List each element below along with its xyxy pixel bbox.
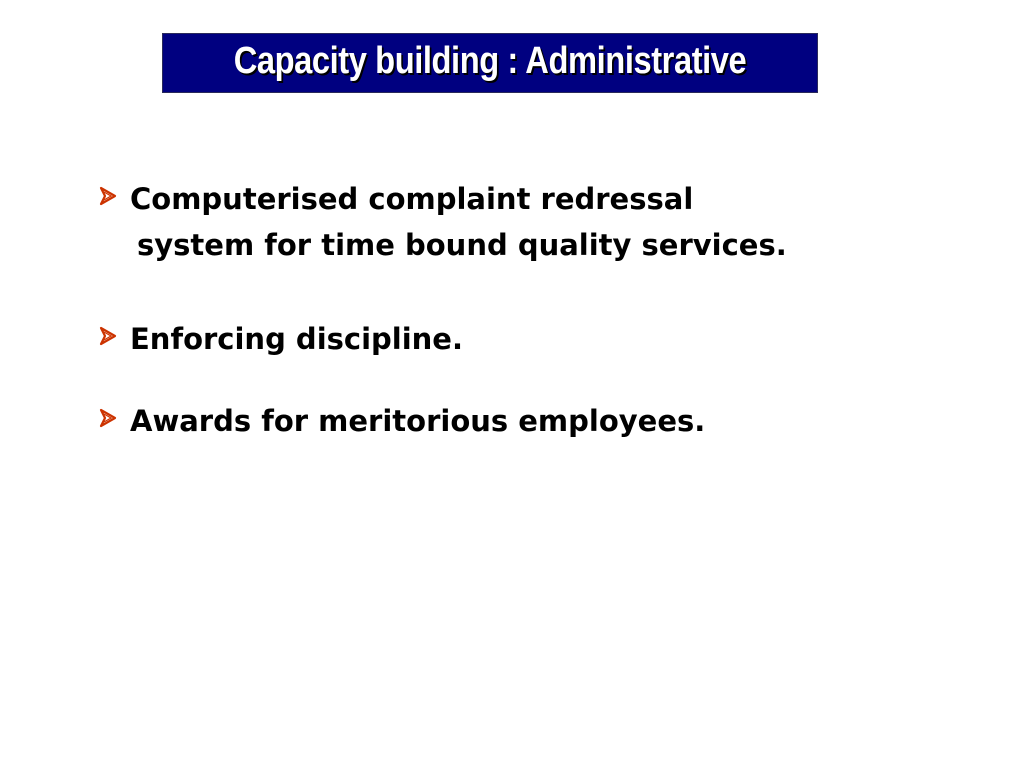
slide-title: Capacity building : Administrative	[233, 40, 747, 82]
bullet-line: Awards for meritorious employees.	[130, 404, 706, 438]
arrowhead-bullet-icon	[98, 398, 130, 428]
bullet-item	[98, 398, 705, 444]
bullet-line: Computerised complaint redressal	[130, 182, 694, 216]
bullet-item	[98, 176, 787, 268]
bullet-line: system for time bound quality services.	[137, 228, 787, 262]
bullet-text	[130, 398, 705, 444]
bullet-text	[130, 316, 463, 362]
bullet-item	[98, 316, 463, 362]
arrowhead-bullet-icon	[98, 316, 130, 346]
arrowhead-bullet-icon	[98, 176, 130, 206]
bullet-text	[130, 176, 787, 268]
bullet-line: Enforcing discipline.	[130, 322, 463, 356]
